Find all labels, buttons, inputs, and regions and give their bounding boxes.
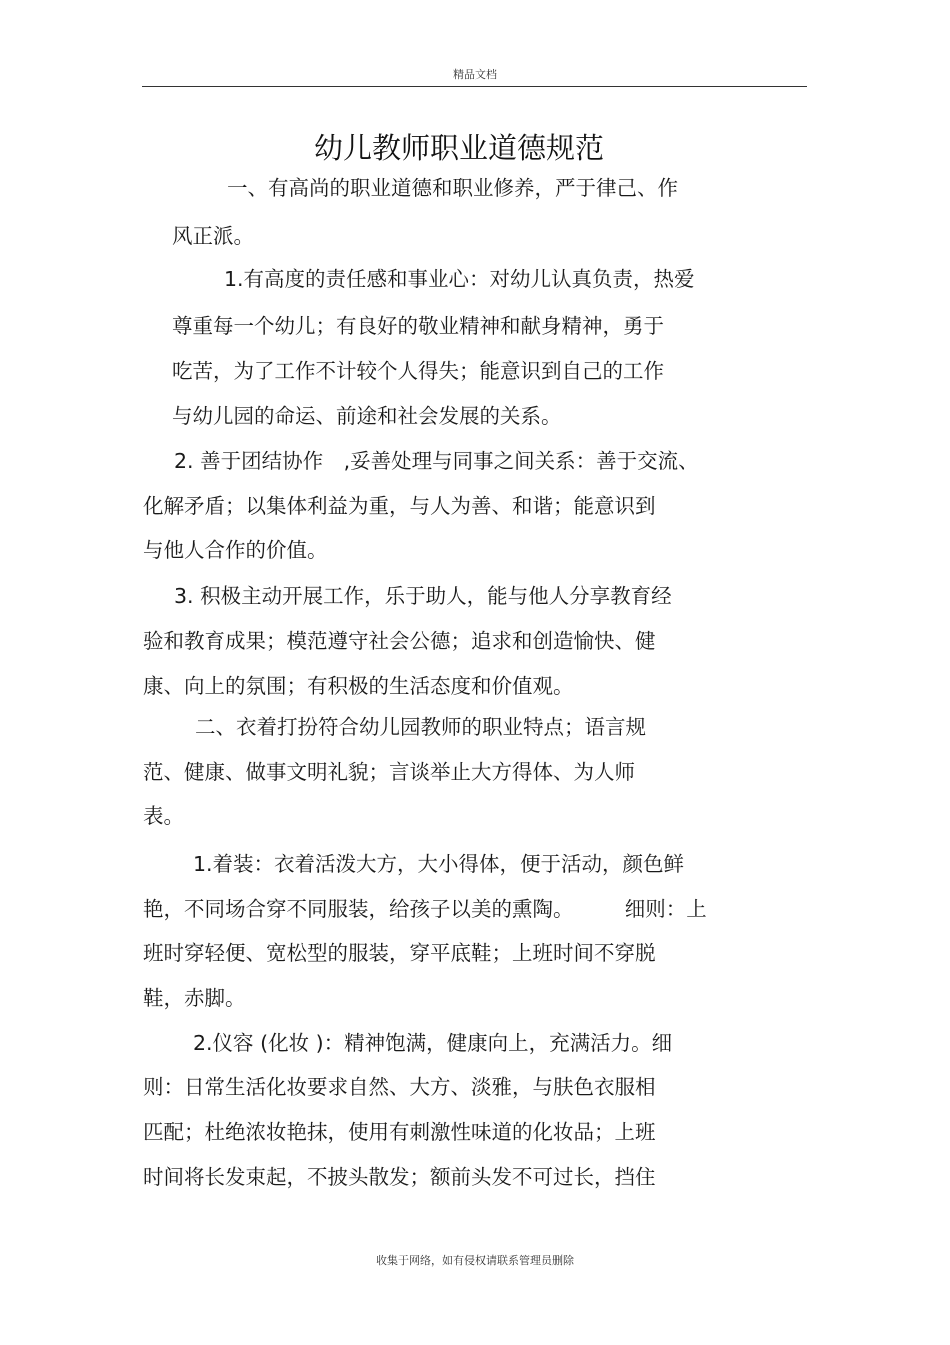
body-line: 康、向上的氛围；有积极的生活态度和价值观。 <box>143 674 574 698</box>
body-line: 班时穿轻便、宽松型的服装，穿平底鞋；上班时间不穿脱 <box>143 941 656 965</box>
body-line: 时间将长发束起，不披头散发；额前头发不可过长，挡住 <box>143 1165 656 1189</box>
body-line: 与他人合作的价值。 <box>143 538 328 562</box>
body-line: 风正派。 <box>172 224 254 248</box>
body-line: 与幼儿园的命运、前途和社会发展的关系。 <box>172 404 562 428</box>
body-line: 2. 善于团结协作 ,妥善处理与同事之间关系：善于交流、 <box>174 449 699 473</box>
body-line: 范、健康、做事文明礼貌；言谈举止大方得体、为人师 <box>143 760 635 784</box>
body-line: 3. 积极主动开展工作，乐于助人，能与他人分享教育经 <box>174 584 672 608</box>
body-line: 2.仪容 (化妆 )：精神饱满，健康向上，充满活力。细 <box>193 1031 673 1055</box>
page-header: 精品文档 <box>453 68 497 81</box>
body-line: 1.着装：衣着活泼大方，大小得体，便于活动，颜色鲜 <box>193 852 685 876</box>
body-line: 则：日常生活化妆要求自然、大方、淡雅，与肤色衣服相 <box>143 1075 656 1099</box>
body-line: 1.有高度的责任感和事业心：对幼儿认真负责，热爱 <box>224 267 695 291</box>
body-line: 化解矛盾；以集体利益为重，与人为善、和谐；能意识到 <box>143 494 656 518</box>
body-line: 匹配；杜绝浓妆艳抹，使用有刺激性味道的化妆品；上班 <box>143 1120 656 1144</box>
document-title: 幼儿教师职业道德规范 <box>313 131 604 165</box>
body-line: 艳，不同场合穿不同服装，给孩子以美的熏陶。 细则：上 <box>143 897 707 921</box>
body-line: 表。 <box>143 804 184 828</box>
body-line: 二、衣着打扮符合幼儿园教师的职业特点；语言规 <box>195 715 646 739</box>
header-divider <box>142 86 807 87</box>
body-line: 吃苦，为了工作不计较个人得失；能意识到自己的工作 <box>172 359 664 383</box>
body-line: 一、有高尚的职业道德和职业修养，严于律己、作 <box>227 176 678 200</box>
body-line: 尊重每一个幼儿；有良好的敬业精神和献身精神，勇于 <box>172 314 664 338</box>
body-line: 鞋，赤脚。 <box>143 986 246 1010</box>
body-line: 验和教育成果；模范遵守社会公德；追求和创造愉快、健 <box>143 629 656 653</box>
page-footer: 收集于网络，如有侵权请联系管理员删除 <box>376 1254 574 1267</box>
